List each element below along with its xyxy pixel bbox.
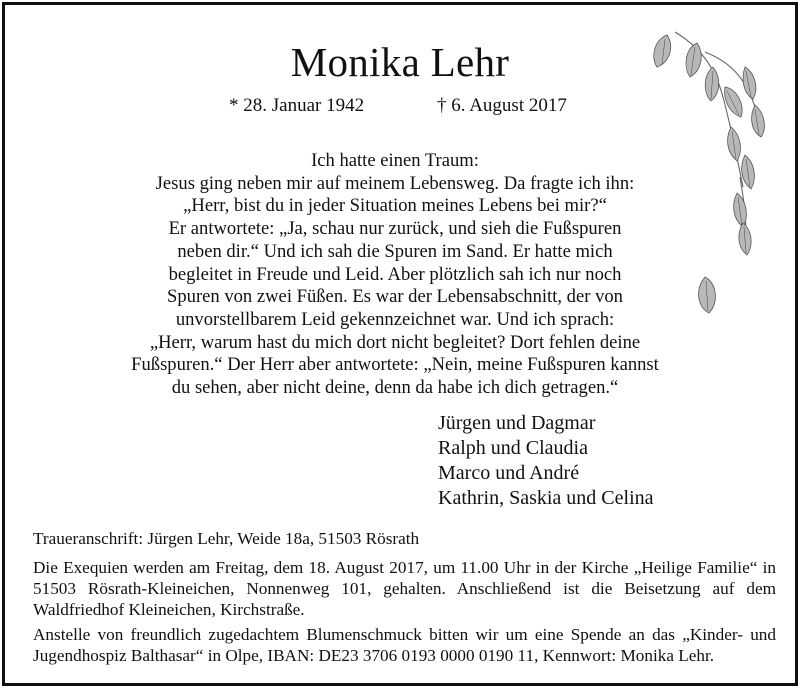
poem-line: begleitet in Freude und Leid. Aber plötzlich sah ich nur noch (168, 263, 622, 285)
death-date: † 6. August 2017 (437, 95, 567, 116)
mourner: Ralph und Claudia (438, 437, 588, 459)
poem-line: „Herr, warum hast du mich dort nicht begleitet? Dort fehlen deine (149, 331, 641, 353)
birth-date: * 28. Januar 1942 (229, 95, 365, 116)
poem-line: Fußspuren.“ Der Herr aber antwortete: „Nein, meine Fußspuren kannst (131, 354, 659, 376)
poem-line: Er antwortete: „Ja, schau nur zurück, und sieh die Fußspuren (168, 218, 622, 240)
mourner: Marco und André (438, 462, 580, 484)
poem-line: du sehen, aber nicht deine, denn da habe ich dich getragen.“ (171, 377, 619, 399)
poem-line: Jesus ging neben mir auf meinem Lebensweg. Da fragte ich ihn: (155, 172, 635, 194)
funeral-info: Die Exequien werden am Freitag, dem 18. August 2017, um 11.00 Uhr in der Kirche „Heilige Familie“ in 51503 Rösrath-Kleineichen, Nonnenweg 101, gehalten. Anschließend ist die Beisetzung auf dem Waldfriedhof Kleineichen, Kirchstraße. (33, 558, 776, 619)
deceased-name: Monika Lehr (290, 39, 510, 85)
obituary-card (2, 2, 798, 686)
poem-line: neben dir.“ Und ich sah die Spuren im Sand. Er hatte mich (177, 240, 613, 262)
poem-line: Spuren von zwei Füßen. Es war der Lebensabschnitt, der von (167, 286, 623, 308)
donation-info: Anstelle von freundlich zugedachtem Blumenschmuck bitten wir um eine Spende an das „Kinder- und Jugendhospiz Balthasar“ in Olpe, IBAN: DE23 3706 0193 0000 0190 11, Kennwort: Monika Lehr. (33, 625, 776, 665)
mourners-list (438, 411, 654, 511)
poem-line: Ich hatte einen Traum: (311, 150, 479, 171)
mourner: Kathrin, Saskia und Celina (438, 487, 654, 509)
poem (125, 150, 665, 400)
poem-line: „Herr, bist du in jeder Situation meines Lebens bei mir?“ (183, 195, 607, 217)
poem-line: unvorstellbarem Leid gekennzeichnet war. Und ich sprach: (175, 308, 615, 330)
mourning-address: Traueranschrift: Jürgen Lehr, Weide 18a, 51503 Rösrath (33, 529, 420, 548)
mourner: Jürgen und Dagmar (438, 412, 596, 434)
